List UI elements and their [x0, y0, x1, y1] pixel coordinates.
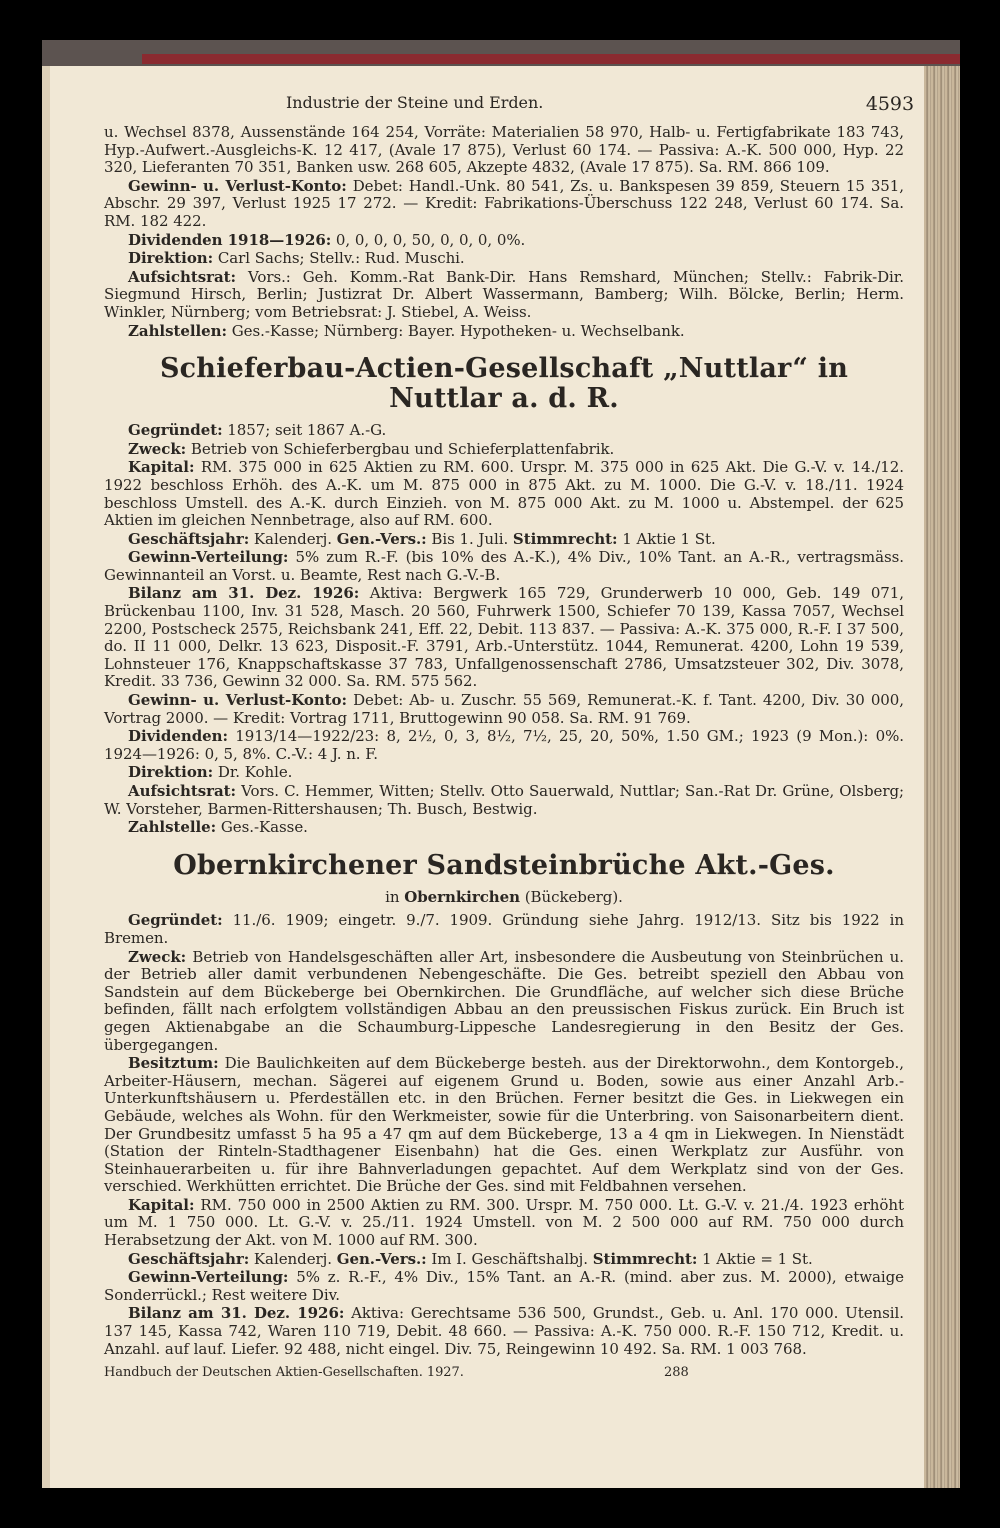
entry-label: Zahlstellen: [128, 321, 227, 340]
entry-label: Aufsichtsrat: [128, 782, 236, 800]
entry-text: Ges.-Kasse; Nürnberg: Bayer. Hypotheken- u. Wechselbank. [231, 321, 685, 340]
gutter-edge [42, 66, 50, 1488]
balance-continuation: u. Wechsel 8378, Aussenstände 164 254, Vorräte: Materialien 58 970, Halb- u. Fertigfabrikate 183 743, Hyp.-Aufwert.-Ausgleichs-K. 12 417, (Avale 17 875), Verlust 60 174. — Passiva: A.-K. 500 000, Hyp. 22 320, Lieferanten 70 351, Banken usw. 268 605, Akzepte 4832, (Avale 17 875). Sa. RM. 866 109. [104, 123, 904, 177]
footer-source: Handbuch der Deutschen Aktien-Gesellschaften. 1927. [104, 1365, 464, 1381]
entry-label: Bilanz am 31. Dez. 1926: [128, 1304, 345, 1323]
entry-text: Dr. Kohle. [217, 763, 293, 782]
dividenden-entry [104, 728, 904, 763]
entry-label: Gegründet: [128, 911, 223, 930]
entry-label: Gewinn- u. Verlust-Konto: [128, 176, 347, 195]
direktion-entry [104, 764, 904, 782]
gewinnverteilung-entry [104, 549, 904, 584]
entry-text: 0, 0, 0, 0, 50, 0, 0, 0, 0%. [335, 230, 526, 249]
entry-text: Die Baulichkeiten auf dem Bückeberge besteh. aus der Direktorwohn., dem Kontorgeb., Arbeiter-Häusern, mechan. Sägerei auf eigenem Grund u. Boden, sowie aus einer Anzahl Arb.-Unterkunftshäusern u. Pferdeställen etc. in den Brüchen. Ferner besitzt die Ges. in Liekwegen ein Gebäude, welches als Wohn. für den Werkmeister, sowie für die Unterbring. von Saisonarbeitern dient. Der Grundbesitz umfasst 5 ha 95 a 47 qm auf dem Bückeberge, 13 a 4 qm in Liekwegen. In Nienstädt (Station der Rinteln-Stadthagener Eisenbahn) hat die Ges. einen Werkplatz zur Ausführ. von Steinhauerarbeiten u. für ihre Bahnverladungen gepachtet. Auf dem Werkplatz sind von der Ges. verschied. Werkhütten errichtet. Die Brüche der Ges. sind mit Feldbahnen versehen. [104, 1054, 904, 1196]
red-binding-strip [142, 54, 960, 64]
zahlstellen-entry [104, 323, 904, 341]
company-heading-obernkirchen: Obernkirchener Sandsteinbrüche Akt.-Ges. [173, 849, 835, 881]
entry-text: Im I. Geschäftshalbj. [431, 1249, 588, 1268]
entry-label: Aufsichtsrat: [128, 267, 236, 286]
entry-text: Carl Sachs; Stellv.: Rud. Muschi. [217, 249, 465, 268]
company-location [104, 889, 904, 907]
entry-text: 5% z. R.-F., 4% Div., 15% Tant. an A.-R. (mind. aber zus. M. 2000), etwaige Sonderrückl.; Rest weitere Div. [104, 1268, 905, 1304]
bilanz-entry [104, 1305, 904, 1358]
entry-label: Direktion: [128, 763, 214, 782]
entry-text: Bis 1. Juli. [431, 529, 509, 548]
entry-label: Besitztum: [128, 1054, 219, 1073]
entry-text: RM. 375 000 in 625 Aktien zu RM. 600. Urspr. M. 375 000 in 625 Akt. Die G.-V. v. 14./12. 1922 beschloss Erhöh. des A.-K. um M. 875 000 in 875 Akt. zu M. 1000. Die G.-V. v. 18./11. 1924 beschloss Umstell. des A.-K. durch Einzieh. von M. 875 000 Akt. zu M. 1000 u. Abstempel. der 625 Aktien im gleichen Nennbetrage, also auf RM. 600. [104, 458, 905, 530]
company-heading-nuttlar: Schieferbau-Actien-Gesellschaft „Nuttlar“ in Nuttlar a. d. R. [159, 353, 849, 415]
scanned-page [42, 40, 960, 1488]
entry-text: Vors. C. Hemmer, Witten; Stellv. Otto Sauerwald, Nuttlar; San.-Rat Dr. Grüne, Olsberg; W. Vorsteher, Barmen-Rittershausen; Th. Busch, Bestwig. [104, 782, 904, 818]
gegruendet-entry [104, 422, 904, 440]
entry-text: Debet: Handl.-Unk. 80 541, Zs. u. Bankspesen 39 859, Steuern 15 351, Abschr. 29 397, Verlust 1925 17 272. — Kredit: Fabrikations-Überschuss 122 248, Verlust 60 174. Sa. RM. 182 422. [104, 176, 905, 230]
page-edge-stack [924, 66, 960, 1488]
geschaeftsjahr-entry [104, 531, 904, 549]
running-header [104, 92, 914, 124]
kapital-entry [104, 459, 904, 529]
entry-text: Debet: Ab- u. Zuschr. 55 569, Remunerat.-K. f. Tant. 4200, Div. 30 000, Vortrag 2000. — Kredit: Vortrag 1711, Bruttogewinn 90 058. Sa. RM. 91 769. [104, 691, 905, 727]
aufsichtsrat-entry [104, 269, 904, 322]
entry-text: 1913/14—1922/23: 8, 2½, 0, 3, 8½, 7½, 25, 20, 50%, 1.50 GM.; 1923 (9 Mon.): 0%. 1924—1926: 0, 5, 8%. C.-V.: 4 J. n. F. [104, 727, 905, 763]
entry-label: Zahlstelle: [128, 818, 217, 837]
entry-label: Bilanz am 31. Dez. 1926: [128, 584, 360, 603]
entry-text: Ges.-Kasse. [220, 818, 308, 837]
entry-text: Aktiva: Gerechtsame 536 500, Grundst., Geb. u. Anl. 170 000. Utensil. 137 145, Kassa 742, Waren 110 719, Debit. 48 660. — Passiva: A.-K. 750 000. R.-F. 150 712, Kredit. u. Anzahl. auf lauf. Liefer. 92 488, nicht eingel. Div. 75, Reingewinn 10 492. Sa. RM. 1 003 768. [104, 1304, 904, 1358]
entry-label: Gen.-Vers.: [336, 1249, 427, 1268]
dividenden-entry [104, 232, 904, 250]
entry-text: Kalenderj. [253, 1249, 332, 1268]
page-content [104, 92, 914, 1384]
bilanz-entry [104, 585, 904, 691]
entry-label: Gewinn-Verteilung: [128, 548, 289, 567]
entry-label: Gewinn-Verteilung: [128, 1268, 289, 1287]
entry-label: Kapital: [128, 1195, 195, 1214]
entry-text: RM. 750 000 in 2500 Aktien zu RM. 300. Urspr. M. 750 000. Lt. G.-V. v. 21./4. 1923 erhöht um M. 1 750 000. Lt. G.-V. v. 25./11. 1924 Umstell. von M. 2 500 000 auf RM. 750 000 durch Herabsetzung der Akt. von M. 1000 auf RM. 300. [104, 1195, 904, 1250]
entry-text: Vors.: Geh. Komm.-Rat Bank-Dir. Hans Remshard, München; Stellv.: Fabrik-Dir. Siegmund Hirsch, Berlin; Justizrat Dr. Albert Wassermann, Bamberg; Wilh. Bölcke, Berlin; Herm. Winkler, Nürnberg; vom Betriebsrat: J. Stiebel, A. Weiss. [104, 267, 904, 321]
entry-label: Gegründet: [128, 421, 223, 440]
gv-konto-entry [104, 692, 904, 727]
entry-label: Zweck: [128, 439, 187, 458]
entry-label: Stimmrecht: [592, 1249, 698, 1268]
entry-text: 1 Aktie 1 St. [622, 529, 716, 548]
gv-konto-entry [104, 178, 904, 231]
entry-text: 5% zum R.-F. (bis 10% des A.-K.), 4% Div., 10% Tant. an A.-R., vertragsmäss. Gewinnanteil an Vorst. u. Beamte, Rest nach G.-V.-B. [104, 548, 904, 584]
entry-label: Kapital: [128, 458, 195, 477]
footer-sheet-number: 288 [664, 1365, 689, 1381]
entry-label: Zweck: [128, 947, 187, 966]
entry-text: 1857; seit 1867 A.-G. [227, 421, 387, 440]
entry-text: Betrieb von Handelsgeschäften aller Art, insbesondere die Ausbeutung von Steinbrüchen u. der Betrieb aller damit verbundenen Nebengeschäfte. Die Ges. betreibt speziell den Abbau von Sandstein auf dem Bückeberge bei Obernkirchen. Die Grundfläche, auf welcher sich diese Brüche befinden, fällt nach erfolgtem vollständigen Abbau an den preussischen Fiskus zurück. Ein Bruch ist gegen Aktienabgabe an die Schaumburg-Lippesche Landesregierung in den Besitz der Ges. übergegangen. [104, 947, 904, 1054]
entry-text: Aktiva: Bergwerk 165 729, Grunderwerb 10 000, Geb. 149 071, Brückenbau 1100, Inv. 31 528, Masch. 20 560, Fuhrwerk 1500, Schiefer 70 139, Kassa 7057, Wechsel 2200, Postscheck 2575, Reichsbank 241, Eff. 22, Debit. 113 837. — Passiva: A.-K. 375 000, R.-F. I 37 500, do. II 11 000, Delkr. 13 623, Disposit.-F. 3791, Arb.-Unterstütz. 1044, Remunerat. 4200, Lohn 19 539, Lohnsteuer 176, Knappschaftskasse 37 783, Unfallgenossenschaft 2786, Umsatzsteuer 302, Div. 3078, Kredit. 33 736, Gewinn 32 000. Sa. RM. 575 562. [104, 584, 905, 691]
entry-label: Dividenden: [128, 727, 228, 746]
loc-city: Obernkirchen [404, 887, 520, 906]
entry-text: Betrieb von Schieferbergbau und Schieferplattenfabrik. [190, 439, 615, 458]
page-footer [104, 1364, 904, 1384]
geschaeftsjahr-entry [104, 1251, 904, 1269]
entry-label: Gewinn- u. Verlust-Konto: [128, 691, 347, 710]
zahlstelle-entry [104, 819, 904, 837]
direktion-entry [104, 250, 904, 268]
entry-label: Geschäftsjahr: [128, 1249, 250, 1268]
entry-label: Dividenden 1918—1926: [128, 230, 332, 249]
entry-label: Direktion: [128, 249, 214, 268]
page-number: 4593 [865, 93, 914, 115]
entry-label: Geschäftsjahr: [128, 529, 250, 548]
besitztum-entry [104, 1055, 904, 1196]
kapital-entry [104, 1197, 904, 1250]
loc-suffix: (Bückeberg). [524, 887, 623, 906]
entry-text: Kalenderj. [253, 529, 332, 548]
header-title: Industrie der Steine und Erden. [286, 93, 544, 112]
zweck-entry [104, 441, 904, 459]
loc-prefix: in [385, 887, 400, 906]
gewinnverteilung-entry [104, 1269, 904, 1304]
aufsichtsrat-entry [104, 783, 904, 818]
entry-label: Stimmrecht: [512, 529, 618, 548]
entry-label: Gen.-Vers.: [336, 529, 427, 548]
zweck-entry [104, 949, 904, 1055]
entry-text: 11./6. 1909; eingetr. 9./7. 1909. Gründung siehe Jahrg. 1912/13. Sitz bis 1922 in Bremen. [104, 911, 905, 947]
entry-text: 1 Aktie = 1 St. [702, 1249, 813, 1268]
gegruendet-entry [104, 912, 904, 947]
